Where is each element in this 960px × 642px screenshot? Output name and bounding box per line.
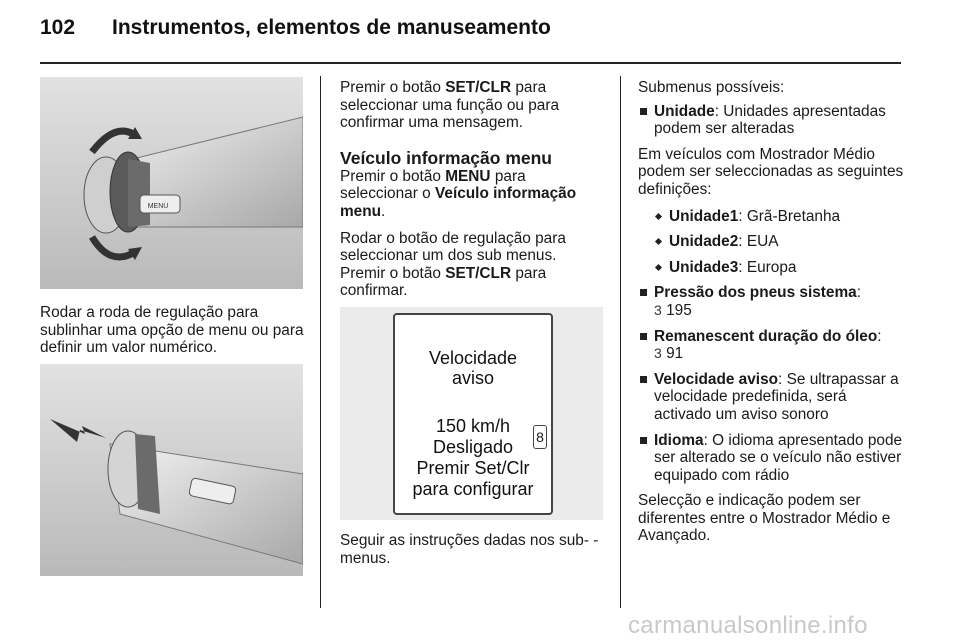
- rotate-paragraph: Rodar o botão de regulação para seleccionar um dos sub menus. Premir o botão SET/CLR para confirmar.: [340, 229, 566, 300]
- list-item-unidade: Unidade: Unidades apresentadas podem ser alteradas: [638, 103, 908, 138]
- header-rule: [40, 62, 901, 64]
- stalk-menu-label: MENU: [147, 203, 169, 210]
- section-heading: Veículo informação menu: [340, 147, 552, 168]
- middle-column: [340, 79, 605, 309]
- list-item-unidade1: Unidade1: Grã-Bretanha: [654, 208, 908, 226]
- display-line-1: Velocidade: [428, 348, 518, 368]
- display-illustration: [340, 307, 603, 520]
- display-frame: [393, 313, 553, 515]
- submenu-instruction: Seguir as instruções dadas nos sub- -menus.: [340, 532, 599, 567]
- display-line-2: aviso: [451, 368, 495, 388]
- column-divider-1: [320, 76, 321, 608]
- column-divider-2: [620, 76, 621, 608]
- watermark: carmanualsonline.info: [628, 612, 868, 639]
- middle-column-bottom: [340, 532, 605, 576]
- page-header: [40, 16, 551, 40]
- stalk-rotation-photo: [40, 77, 303, 289]
- left-column-text: [40, 304, 310, 366]
- page-ref-icon: 3: [654, 301, 662, 318]
- list-item-unidade2: Unidade2: EUA: [654, 233, 908, 251]
- stalk-set-clr-photo: [40, 364, 303, 576]
- list-item-pressao: Pressão dos pneus sistema: 3 195: [638, 284, 908, 319]
- page-number: 102: [40, 16, 76, 39]
- page-ref-icon: 3: [654, 345, 662, 362]
- figure-number: 8: [533, 425, 547, 449]
- list-item-idioma: Idioma: O idioma apresentado pode ser alterado se o veículo não estiver equipado com rádio: [638, 432, 908, 485]
- page-title: Instrumentos, elementos de manuseamento: [112, 16, 551, 39]
- display-line-3: 150 km/h: [435, 416, 511, 436]
- right-column: [638, 79, 908, 554]
- menu-paragraph: Premir o botão MENU para seleccionar o Veículo informação menu.: [340, 167, 577, 220]
- stalk-caption: Rodar a roda de regulação para sublinhar uma opção de menu ou para definir um valor numérico.: [40, 304, 304, 357]
- closing-paragraph: Selecção e indicação podem ser diferentes entre o Mostrador Médio e Avançado.: [638, 492, 891, 545]
- display-line-5: Premir Set/Clr: [416, 458, 530, 478]
- list-item-velocidade: Velocidade aviso: Se ultrapassar a velocidade predefinida, será activado um aviso sonoro: [638, 371, 908, 424]
- display-line-6: para configurar: [412, 479, 534, 499]
- list-item-oleo: Remanescent duração do óleo: 3 91: [638, 328, 908, 363]
- display-line-4: Desligado: [432, 437, 514, 457]
- unidade-note: Em veículos com Mostrador Médio podem ser seleccionadas as seguintes definições:: [638, 145, 904, 198]
- list-item-unidade3: Unidade3: Europa: [654, 259, 908, 277]
- submenus-intro: Submenus possíveis:: [638, 79, 785, 96]
- set-clr-paragraph: Premir o botão SET/CLR para seleccionar uma função ou para confirmar uma mensagem.: [340, 79, 560, 132]
